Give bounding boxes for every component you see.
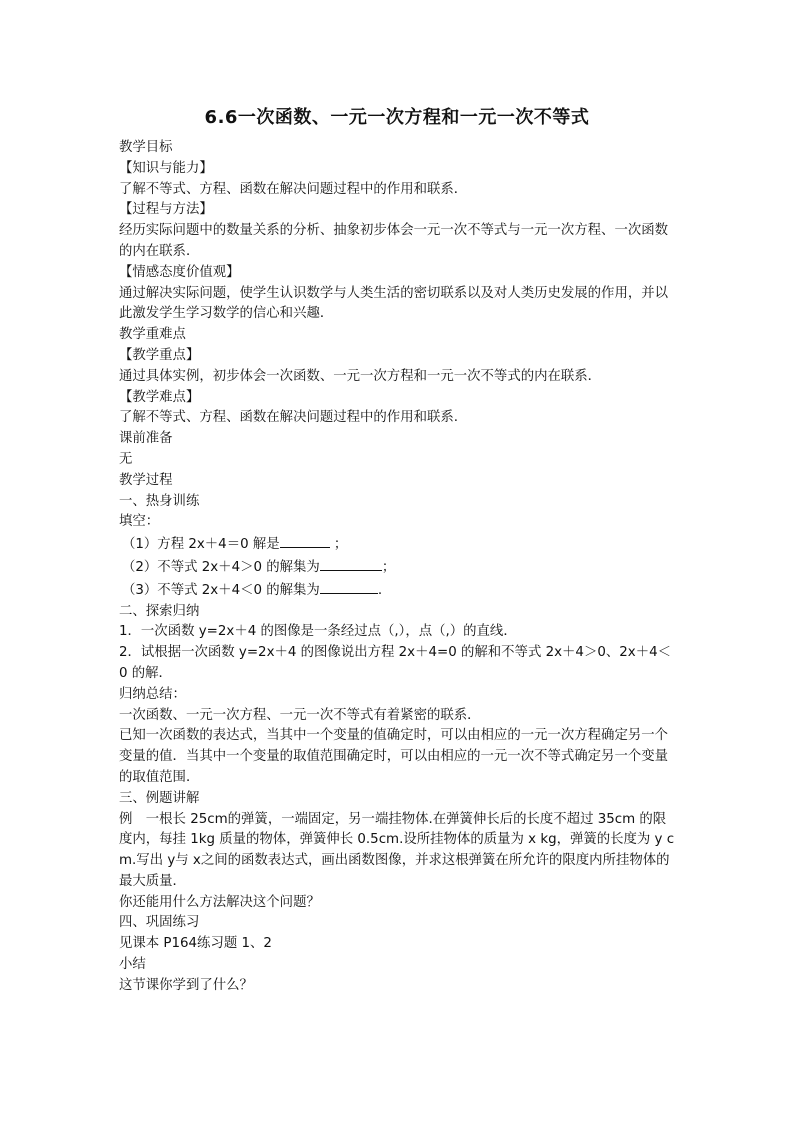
explore-item-2: 2．试根据一次函数 y=2x＋4 的图像说出方程 2x＋4=0 的解和不等式 2x＋4＞0、2x＋4＜0 的解． (119, 645, 671, 681)
summary-text-2: 已知一次函数的表达式，当其中一个变量的值确定时，可以由相应的一元一次方程确定另一个变量的值．当其中一个变量的取值范围确定时，可以由相应的一元一次不等式确定另一个变量的取值范围． (119, 728, 669, 785)
process-method-text: 经历实际问题中的数量关系的分析、抽象初步体会一元一次不等式与一元一次方程、一次函数的内在联系． (119, 223, 669, 259)
document-title: 6.6一次函数、一元一次方程和一元一次不等式 (204, 107, 590, 128)
q2-text: （2）不等式 2x＋4＞0 的解集为 (122, 559, 320, 575)
fill-question-2 (119, 556, 679, 579)
difficult-heading: 【教学难点】 (119, 389, 200, 405)
answer-blank-3[interactable] (320, 579, 378, 594)
q1-end: ； (333, 537, 348, 553)
practice-text: 见课本 P164练习题 1、2 (119, 936, 272, 952)
explore-item-1: 1．一次函数 y=2x＋4 的图像是一条经过点（,），点（,）的直线． (119, 624, 517, 640)
emotion-text: 通过解决实际问题，使学生认识数学与人类生活的密切联系以及对人类历史发展的作用，并以此激发学生学习数学的信心和兴趣． (119, 285, 669, 322)
key-text: 通过具体实例，初步体会一次函数、一元一次方程和一元一次不等式的内在联系． (119, 368, 602, 384)
lesson-summary-heading: 小结 (119, 957, 146, 973)
answer-blank-2[interactable] (320, 556, 382, 571)
example-text: 例 一根长 25cm的弹簧，一端固定，另一端挂物体.在弹簧伸长后的长度不超过 35cm 的限度内，每挂 1kg 质量的物体，弹簧伸长 0.5cm.设所挂物体的质量为 x kg，弹簧的长度为 y cm.写出 y与 x之间的函数表达式，画出函数图像，并求这根弹簧在所允许的限度内所挂物体的最大质量． (119, 811, 675, 889)
process-heading: 教学过程 (119, 472, 173, 488)
warmup-heading: 一、热身训练 (119, 493, 200, 509)
fill-question-1 (119, 533, 679, 556)
process-method-heading: 【过程与方法】 (119, 202, 213, 218)
emotion-heading: 【情感态度价值观】 (119, 264, 240, 280)
q1-text: （1）方程 2x＋4＝0 解是 (122, 537, 280, 553)
summary-label: 归纳总结： (119, 686, 186, 702)
lesson-summary-text: 这节课你学到了什么？ (119, 977, 253, 993)
objectives-heading: 教学目标 (119, 140, 173, 155)
preparation-heading: 课前准备 (119, 431, 173, 447)
knowledge-text: 了解不等式、方程、函数在解决问题过程中的作用和联系． (119, 181, 468, 197)
document-body (119, 138, 679, 997)
example-heading: 三、例题讲解 (119, 790, 200, 806)
example-question: 你还能用什么方法解决这个问题？ (119, 894, 320, 910)
q2-end: ； (381, 559, 396, 575)
fill-question-3 (119, 579, 679, 602)
practice-heading: 四、巩固练习 (119, 915, 200, 931)
preparation-text: 无 (119, 451, 133, 467)
summary-text-1: 一次函数、一元一次方程、一元一次不等式有着紧密的联系． (119, 707, 481, 723)
key-heading: 【教学重点】 (119, 347, 200, 363)
answer-blank-1[interactable] (280, 533, 330, 548)
knowledge-heading: 【知识与能力】 (119, 160, 213, 176)
q3-text: （3）不等式 2x＋4＜0 的解集为 (122, 582, 320, 598)
q3-end: . (377, 582, 383, 598)
difficult-text: 了解不等式、方程、函数在解决问题过程中的作用和联系. (119, 410, 459, 426)
explore-heading: 二、探索归纳 (119, 603, 200, 619)
key-points-heading: 教学重难点 (119, 327, 186, 343)
fill-label: 填空： (119, 514, 160, 530)
